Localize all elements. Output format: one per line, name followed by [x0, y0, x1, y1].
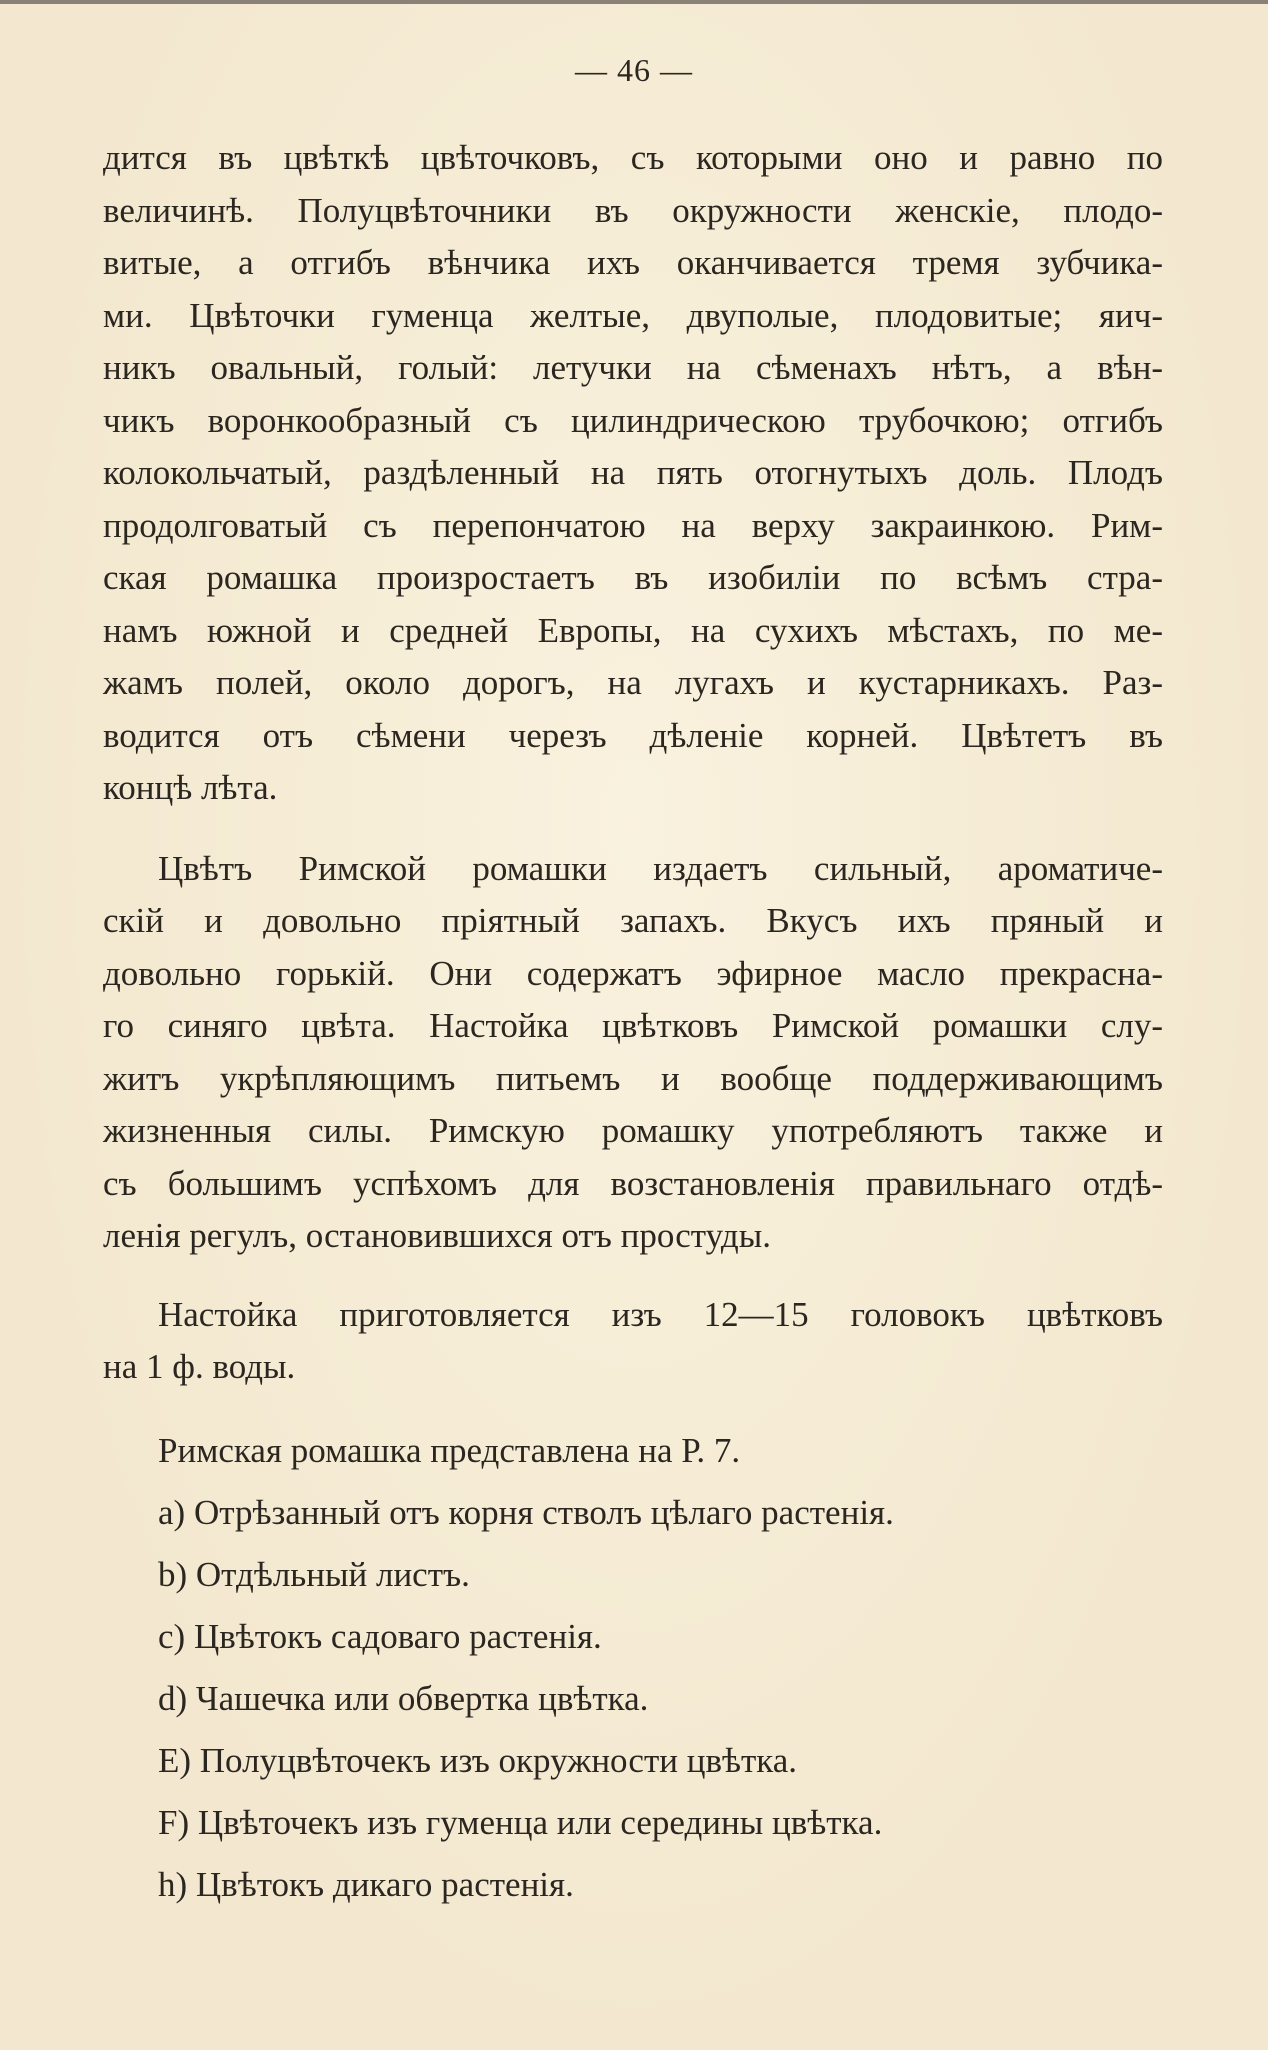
figure-legend-item: E) Полуцвѣточекъ изъ окружности цвѣтка. — [158, 1740, 798, 1780]
text-line: Цвѣтъ Римской ромашки издаетъ сильный, ароматиче- — [158, 848, 1163, 888]
text-line: на 1 ф. воды. — [103, 1347, 296, 1386]
text-line: намъ южной и средней Европы, на сухихъ мѣстахъ, по ме- — [103, 610, 1163, 650]
paragraph-preparation — [103, 1289, 1163, 1394]
figure-legend-item: F) Цвѣточекъ изъ гуменца или середины цвѣтка. — [158, 1802, 883, 1842]
text-line: водится отъ сѣмени черезъ дѣленіе корней. Цвѣтетъ въ — [103, 715, 1163, 755]
text-line: житъ укрѣпляющимъ питьемъ и вообще поддерживающимъ — [103, 1058, 1163, 1098]
figure-legend-item: h) Цвѣтокъ дикаго растенія. — [158, 1864, 574, 1904]
paragraph-properties — [103, 843, 1163, 1263]
text-line: жамъ полей, около дорогъ, на лугахъ и кустарникахъ. Раз- — [103, 663, 1163, 702]
figure-caption: Римская ромашка представлена на Р. 7. — [158, 1430, 741, 1470]
text-line: витые, а отгибъ вѣнчика ихъ оканчивается тремя зубчика- — [103, 243, 1163, 282]
text-line: продолговатый съ перепончатою на верху закраинкою. Рим- — [103, 505, 1163, 545]
text-line: жизненныя силы. Римскую ромашку употребляютъ также и — [103, 1111, 1163, 1150]
top-edge-rule — [0, 0, 1268, 4]
text-line: дится въ цвѣткѣ цвѣточковъ, съ которыми оно и равно по — [103, 138, 1163, 177]
text-line: концѣ лѣта. — [103, 768, 278, 807]
text-line: никъ овальный, голый: летучки на сѣменахъ нѣтъ, а вѣн- — [103, 348, 1163, 387]
page-body — [103, 132, 1163, 1916]
text-line: довольно горькій. Они содержатъ эфирное масло прекрасна- — [103, 953, 1163, 993]
text-line: величинѣ. Полуцвѣточники въ окружности женскіе, плодо- — [103, 190, 1163, 230]
figure-legend-item: a) Отрѣзанный отъ корня стволъ цѣлаго растенія. — [158, 1492, 894, 1532]
figure-legend-item: c) Цвѣтокъ садоваго растенія. — [158, 1616, 602, 1656]
text-line: колокольчатый, раздѣленный на пять отогнутыхъ доль. Плодъ — [103, 453, 1163, 492]
figure-legend-item: b) Отдѣльный листъ. — [158, 1554, 470, 1594]
text-line: скій и довольно пріятный запахъ. Вкусъ ихъ пряный и — [103, 901, 1163, 940]
text-line: ми. Цвѣточки гуменца желтые, двуполые, плодовитые; яич- — [103, 295, 1163, 335]
figure-legend-list — [103, 1482, 1163, 1916]
text-line: Настойка приготовляется изъ 12—15 головокъ цвѣтковъ — [158, 1294, 1163, 1334]
page-number: — 46 — — [575, 52, 693, 88]
text-line: ленія регулъ, остановившихся отъ простуды. — [103, 1216, 771, 1255]
text-line: го синяго цвѣта. Настойка цвѣтковъ Римской ромашки слу- — [103, 1006, 1163, 1045]
text-line: чикъ воронкообразный съ цилиндрическою трубочкою; отгибъ — [103, 400, 1163, 440]
text-line: ская ромашка произростаетъ въ изобиліи по всѣмъ стра- — [103, 558, 1163, 597]
paragraph-description — [103, 132, 1163, 815]
text-line: съ большимъ успѣхомъ для возстановленія правильнаго отдѣ- — [103, 1163, 1163, 1203]
figure-legend-item: d) Чашечка или обвертка цвѣтка. — [158, 1678, 649, 1718]
